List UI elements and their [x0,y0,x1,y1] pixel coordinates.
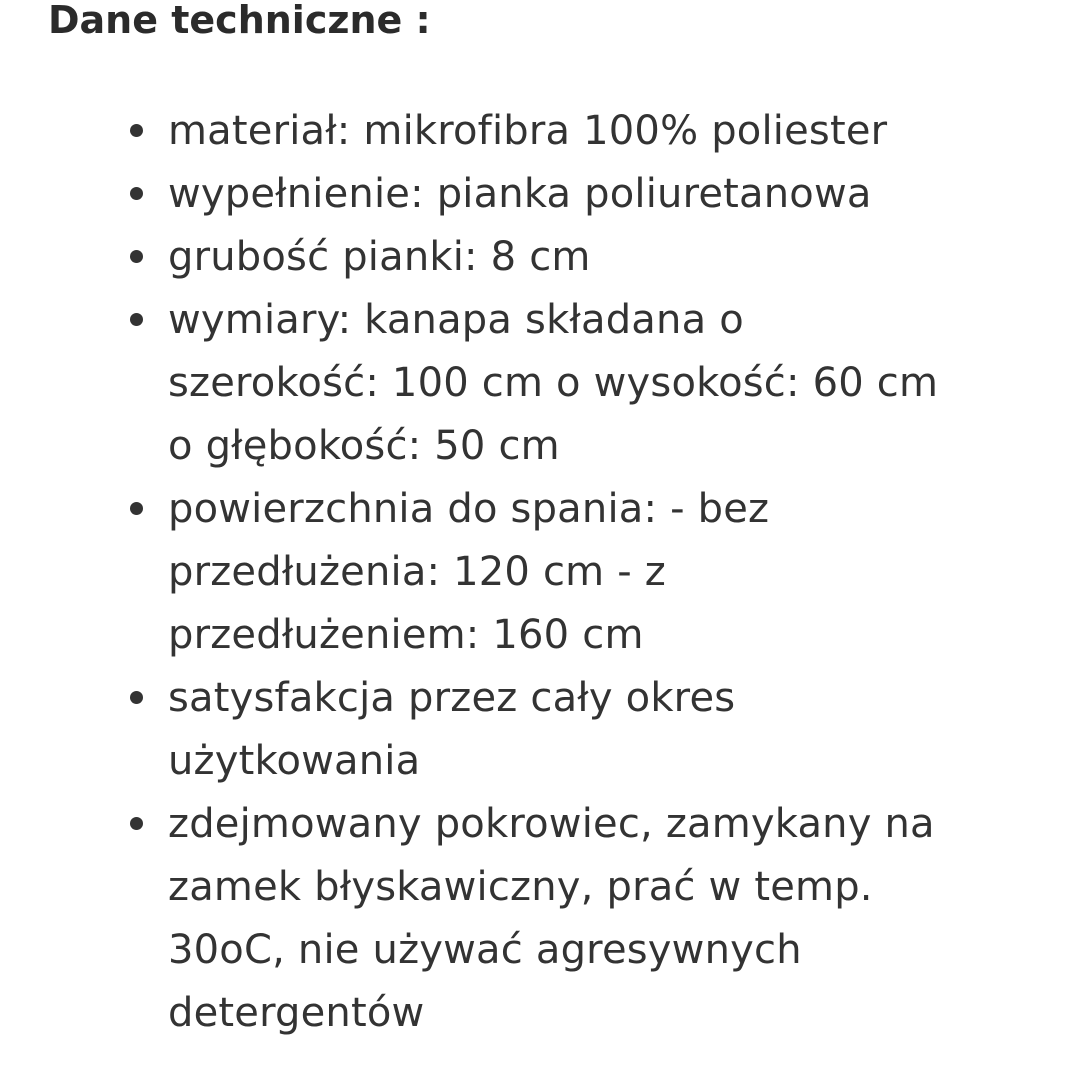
spec-item-text-line: detergentów [168,990,425,1036]
spec-item-text-line: przedłużenia: 120 cm - z [168,549,667,595]
spec-item-text-line: zdejmowany pokrowiec, zamykany na [168,801,935,847]
spec-item-text-line: wymiary: kanapa składana o [168,297,744,343]
spec-item-dimensions [0,289,1077,478]
spec-item-foam-thickness [0,226,1077,289]
spec-item-text-line: szerokość: 100 cm o wysokość: 60 cm [168,360,939,406]
spec-item-text-line: użytkowania [168,738,421,784]
bullet-icon [130,817,143,830]
bullet-icon [130,250,143,263]
spec-item-sleeping-surface [0,478,1077,667]
spec-item-text-line: powierzchnia do spania: - bez [168,486,770,532]
spec-item-text-line: satysfakcja przez cały okres [168,675,736,721]
spec-item-satisfaction [0,667,1077,793]
bullet-icon [130,502,143,515]
bullet-icon [130,124,143,137]
spec-item-filling [0,163,1077,226]
section-heading: Dane techniczne : [48,0,431,42]
spec-item-text-line: 30oC, nie używać agresywnych [168,927,802,973]
spec-list [0,100,1077,1045]
spec-item-material [0,100,1077,163]
bullet-icon [130,187,143,200]
bullet-icon [130,691,143,704]
spec-item-text-line: o głębokość: 50 cm [168,423,560,469]
spec-item-text: wypełnienie: pianka poliuretanowa [168,171,872,217]
spec-item-text: grubość pianki: 8 cm [168,234,591,280]
bullet-icon [130,313,143,326]
spec-item-text: materiał: mikrofibra 100% poliester [168,108,888,154]
spec-item-removable-cover [0,793,1077,1045]
spec-item-text-line: przedłużeniem: 160 cm [168,612,644,658]
spec-item-text-line: zamek błyskawiczny, prać w temp. [168,864,873,910]
